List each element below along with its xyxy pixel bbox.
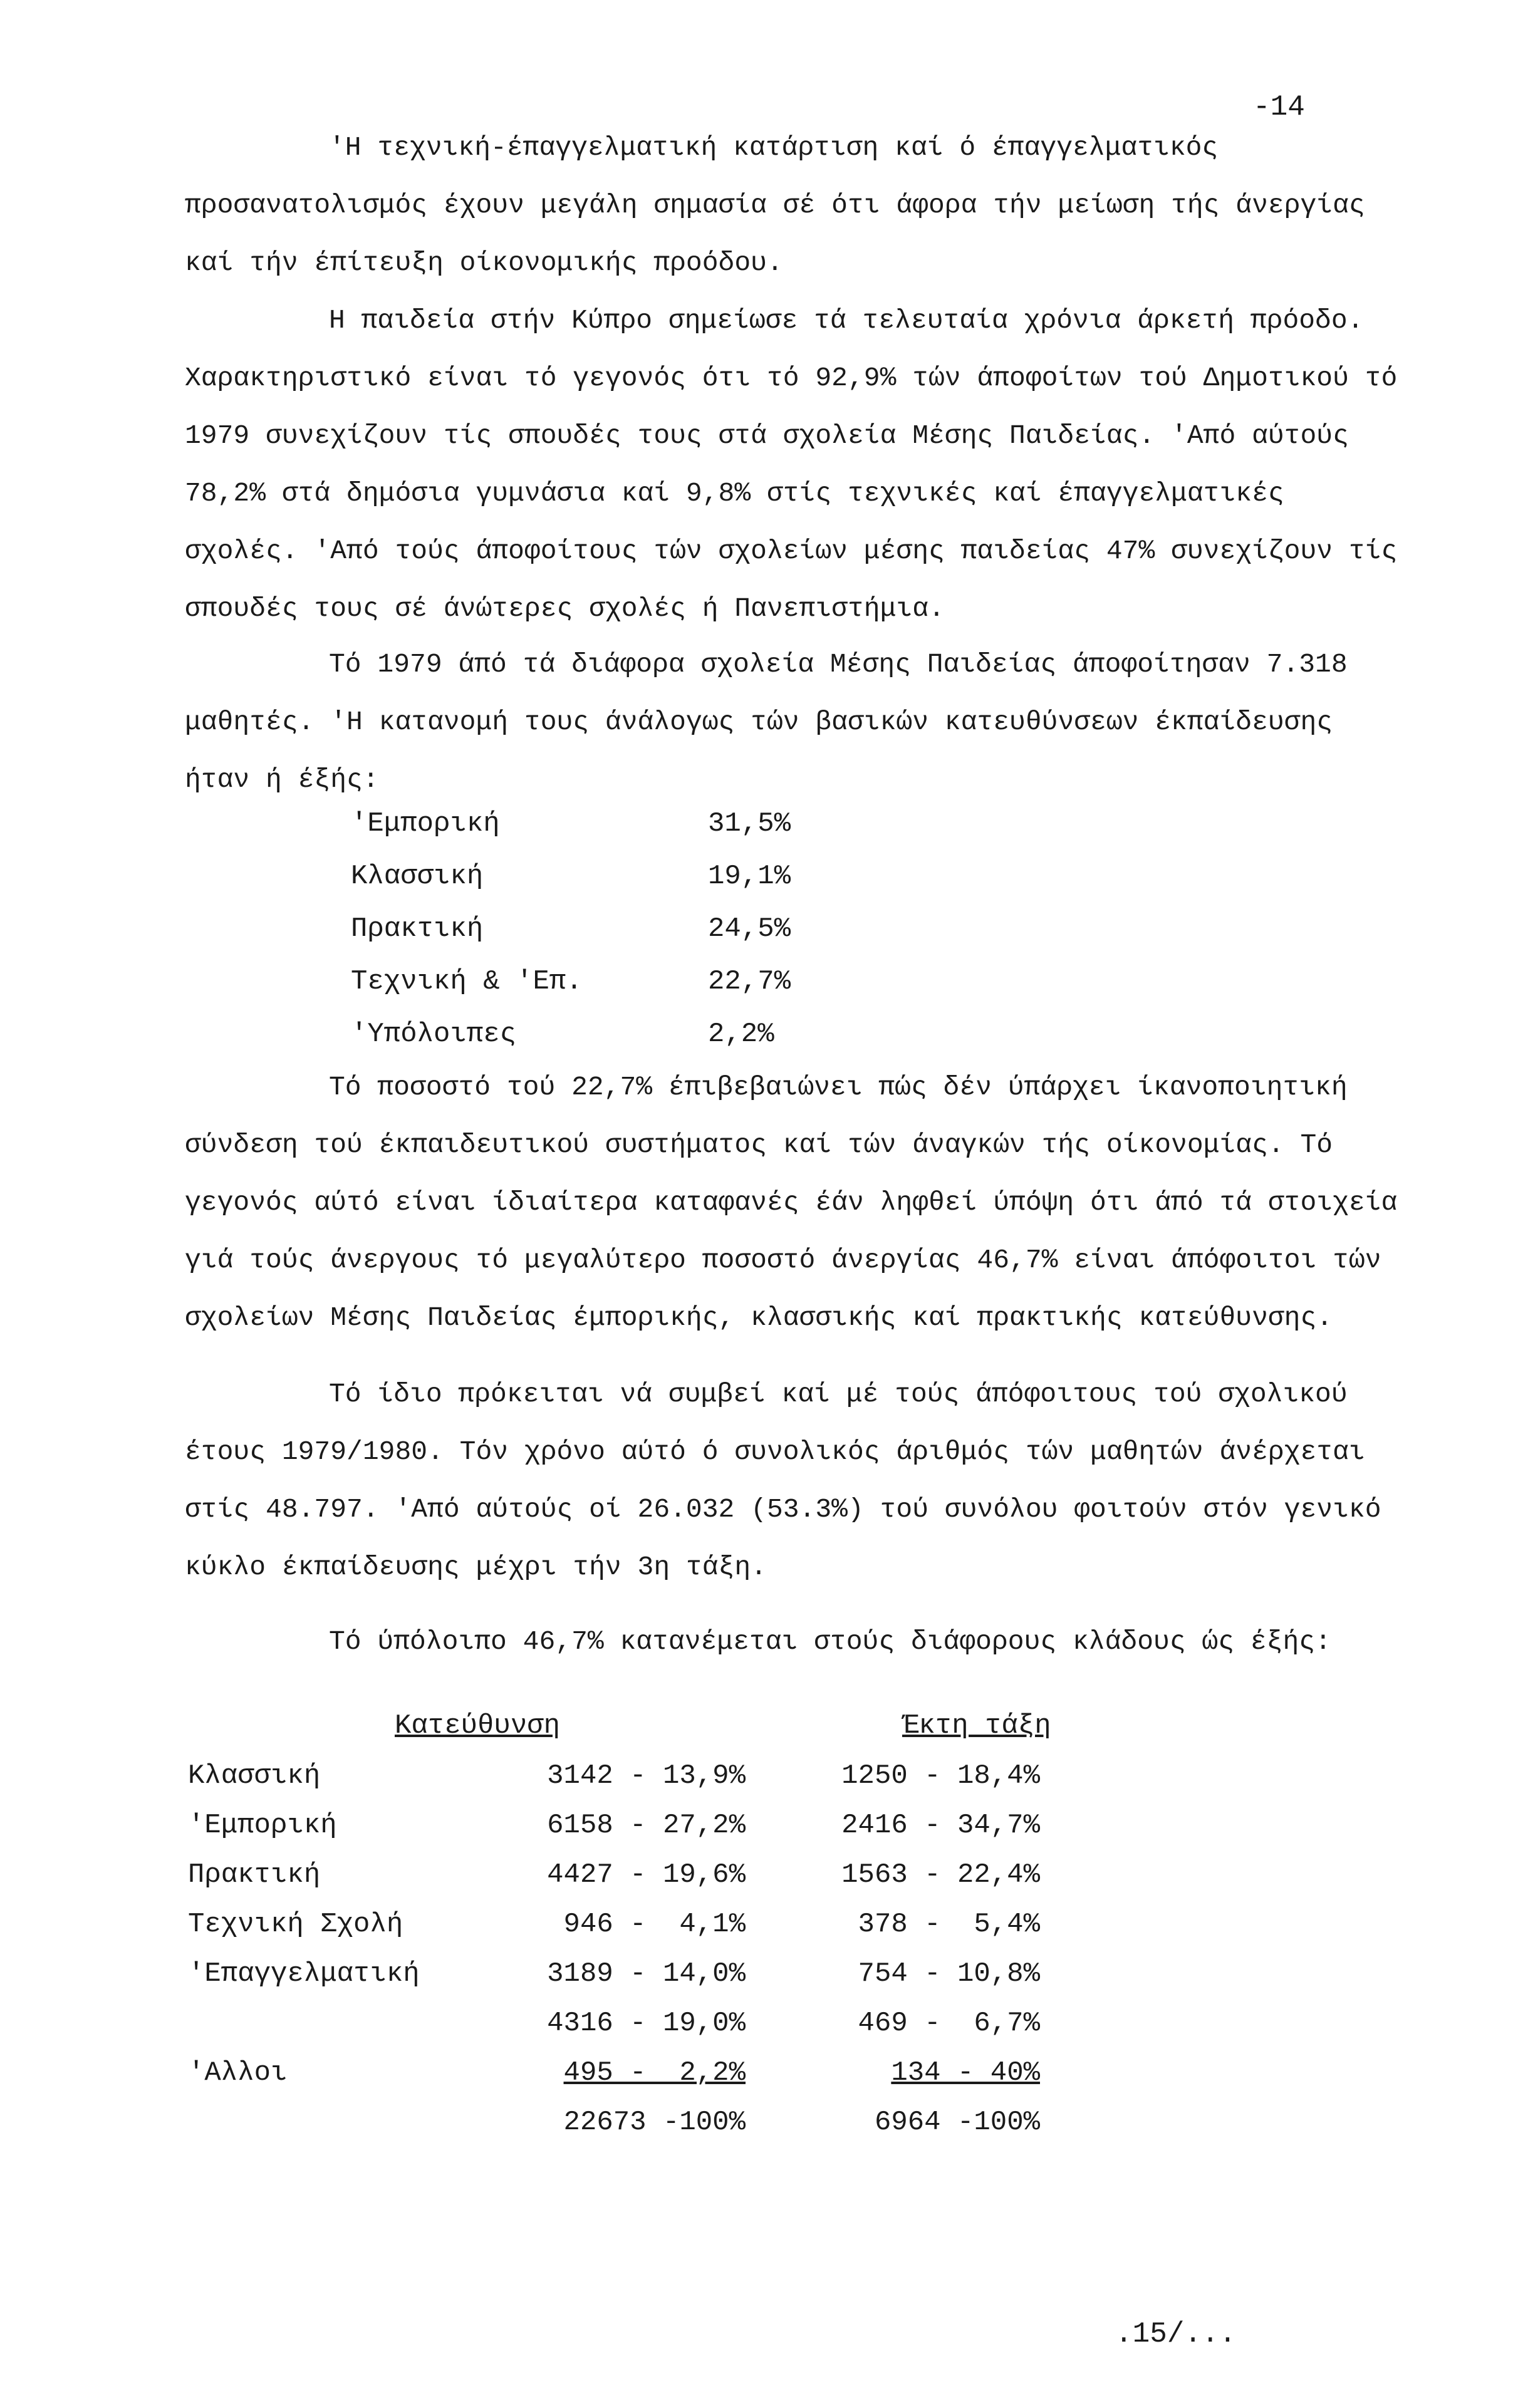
- total-direction: 22673 -100%: [563, 2107, 746, 2138]
- paragraph-6-text: Τό ύπόλοιπο 46,7% κατανέμεται στούς διάφορους κλάδους ώς έξής:: [329, 1626, 1331, 1657]
- table-header: [188, 1710, 1378, 1760]
- distribution-table: [188, 1710, 1378, 2156]
- next-page-marker: .15/...: [1115, 2318, 1237, 2350]
- row-grade-value: 469 - 6,7%: [858, 2008, 1040, 2039]
- paragraph-1: [185, 119, 1413, 292]
- row-label: Τεχνική Σχολή: [188, 1909, 403, 1940]
- row-label: 'Επαγγελματική: [188, 1958, 420, 1990]
- row-grade-value: 378 - 5,4%: [858, 1909, 1040, 1940]
- table-row: [188, 2057, 1378, 2107]
- paragraph-2-text: Η παιδεία στήν Κύπρο σημείωσε τά τελευταία χρόνια άρκετή πρόοδο. Χαρακτηριστικό είναι τό γεγονός ότι τό 92,9% τών άποφοίτων τού Δημοτικού τό 1979 συνεχίζουν τίς σπουδές τους στά σχολεία Μέσης Παιδείας. 'Από αύτούς 78,2% στά δημόσια γυμνάσια καί 9,8% στίς τεχνικές καί έπαγγελματικές σχολές. 'Από τούς άποφοίτους τών σχολείων μέσης παιδείας 47% συνεχίζουν τίς σπουδές τους σέ άνώτερες σχολές ή Πανεπιστήμια.: [185, 305, 1398, 624]
- list-item-value: 2,2%: [708, 1019, 774, 1050]
- paragraph-4-text: Τό ποσοστό τού 22,7% έπιβεβαιώνει πώς δέν ύπάρχει ίκανοποιητική σύνδεση τού έκπαιδευτικού συστήματος καί τών άναγκών τής οίκονομίας. Τό γεγονός αύτό είναι ίδιαίτερα καταφανές έάν ληφθεί ύπόψη ότι άπό τά στοιχεία γιά τούς άνεργους τό μεγαλύτερο ποσοστό άνεργίας 46,7% είναι άπόφοιτοι τών σχολείων Μέσης Παιδείας έμπορικής, κλασσικής καί πρακτικής κατεύθυνσης.: [185, 1072, 1398, 1333]
- paragraph-6: [185, 1613, 1413, 1671]
- table-total-row: [188, 2107, 1378, 2156]
- list-item: [351, 861, 915, 913]
- row-direction-value: 3142 - 13,9%: [547, 1760, 746, 1792]
- list-item-value: 24,5%: [708, 913, 791, 945]
- row-grade-value: 1250 - 18,4%: [841, 1760, 1040, 1792]
- list-item-label: 'Υπόλοιπες: [351, 1019, 517, 1050]
- list-item-label: 'Εμπορική: [351, 808, 500, 839]
- row-grade-value: 2416 - 34,7%: [841, 1810, 1040, 1841]
- table-row: [188, 1909, 1378, 1958]
- row-direction-value: 3189 - 14,0%: [547, 1958, 746, 1990]
- table-row: [188, 1958, 1378, 2008]
- paragraph-1-text: 'Η τεχνική-έπαγγελματική κατάρτιση καί ό έπαγγελματικός προσανατολισμός έχουν μεγάλη σημασία σέ ότι άφορα τήν μείωση τής άνεργίας καί τήν έπίτευξη οίκονομικής προόδου.: [185, 132, 1365, 278]
- table-row: [188, 2008, 1378, 2057]
- page-number: -14: [1253, 91, 1305, 123]
- row-label: 'Εμπορική: [188, 1810, 337, 1841]
- header-grade: Έκτη τάξη: [902, 1710, 1051, 1741]
- row-direction-value: 4316 - 19,0%: [547, 2008, 746, 2039]
- table-row: [188, 1859, 1378, 1909]
- list-item: [351, 966, 915, 1019]
- row-label: Πρακτική: [188, 1859, 321, 1891]
- paragraph-5: [185, 1366, 1413, 1596]
- paragraph-3: [185, 636, 1413, 809]
- list-item: [351, 808, 915, 861]
- row-direction-value: 4427 - 19,6%: [547, 1859, 746, 1891]
- paragraph-4: [185, 1059, 1413, 1347]
- list-item-label: Τεχνική & 'Επ.: [351, 966, 583, 997]
- row-grade-value: 134 - 40%: [891, 2057, 1040, 2089]
- row-grade-value: 1563 - 22,4%: [841, 1859, 1040, 1891]
- row-direction-value: 6158 - 27,2%: [547, 1810, 746, 1841]
- row-direction-value: 495 - 2,2%: [563, 2057, 746, 2089]
- paragraph-2: [185, 292, 1413, 638]
- paragraph-3-text: Τό 1979 άπό τά διάφορα σχολεία Μέσης Παιδείας άποφοίτησαν 7.318 μαθητές. 'Η κατανομή τους άνάλογως τών βασικών κατευθύνσεων έκπαίδευσης ήταν ή έξής:: [185, 649, 1348, 795]
- table-row: [188, 1810, 1378, 1859]
- list-item-value: 31,5%: [708, 808, 791, 839]
- distribution-list: [351, 808, 915, 1071]
- row-grade-value: 754 - 10,8%: [858, 1958, 1040, 1990]
- list-item: [351, 913, 915, 966]
- list-item-value: 22,7%: [708, 966, 791, 997]
- list-item-label: Κλασσική: [351, 861, 484, 892]
- list-item-value: 19,1%: [708, 861, 791, 892]
- row-label: Κλασσική: [188, 1760, 321, 1792]
- header-direction: Κατεύθυνση: [395, 1710, 561, 1741]
- row-direction-value: 946 - 4,1%: [563, 1909, 746, 1940]
- row-label: 'Αλλοι: [188, 2057, 288, 2089]
- total-grade: 6964 -100%: [874, 2107, 1040, 2138]
- paragraph-5-text: Τό ίδιο πρόκειται νά συμβεί καί μέ τούς άπόφοιτους τού σχολικού έτους 1979/1980. Τόν χρόνο αύτό ό συνολικός άριθμός τών μαθητών άνέρχεται στίς 48.797. 'Από αύτούς οί 26.032 (53.3%) τού συνόλου φοιτούν στόν γενικό κύκλο έκπαίδευσης μέχρι τήν 3η τάξη.: [185, 1379, 1381, 1582]
- list-item-label: Πρακτική: [351, 913, 484, 945]
- table-row: [188, 1760, 1378, 1810]
